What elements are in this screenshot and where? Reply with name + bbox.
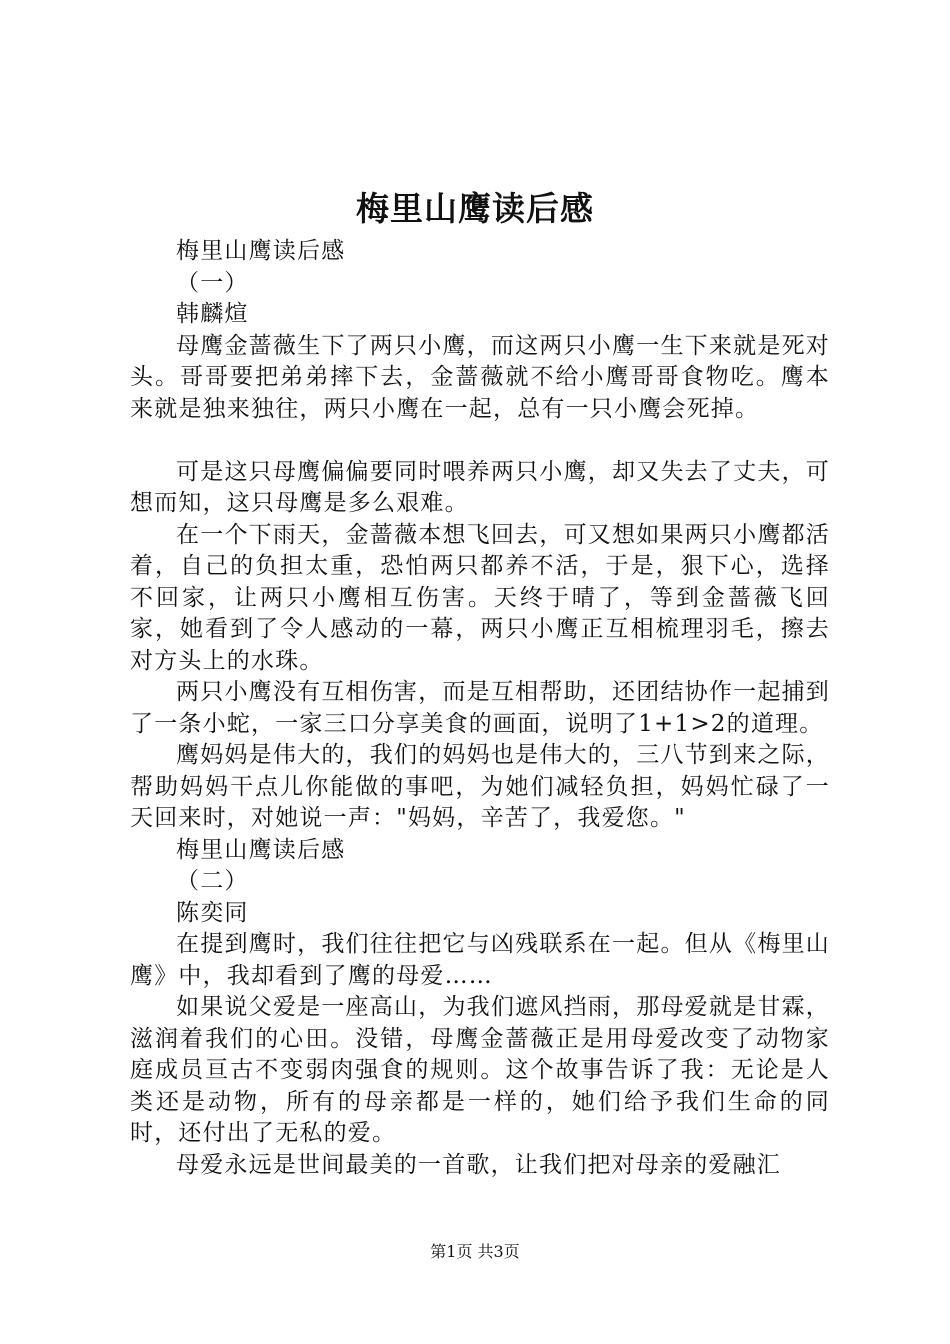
paragraph: 在一个下雨天，金蔷薇本想飞回去，可又想如果两只小鹰都活着，自己的负担太重，恐怕两只都养不活，于是，狠下心，选择不回家，让两只小鹰相互伤害。天终于晴了，等到金蔷薇飞回家，她看到了令人感动的一幕，两只小鹰正互相梳理羽毛，擦去对方头上的水珠。	[130, 521, 830, 674]
paragraph: 如果说父爱是一座高山，为我们遮风挡雨，那母爱就是甘霖，滋润着我们的心田。没错，母鹰金蔷薇正是用母爱改变了动物家庭成员亘古不变弱肉强食的规则。这个故事告诉了我：无论是人类还是动物，所有的母亲都是一样的，她们给予我们生命的同时，还付出了无私的爱。	[130, 994, 830, 1146]
paragraph: 母鹰金蔷薇生下了两只小鹰，而这两只小鹰一生下来就是死对头。哥哥要把弟弟摔下去，金蔷薇就不给小鹰哥哥食物吃。鹰本来就是独来独往，两只小鹰在一起，总有一只小鹰会死掉。	[130, 332, 830, 422]
paragraph: 可是这只母鹰偏偏要同时喂养两只小鹰，却又失去了丈夫，可想而知，这只母鹰是多么艰难。	[130, 458, 830, 516]
paragraph: 在提到鹰时，我们往往把它与凶残联系在一起。但从《梅里山鹰》中，我却看到了鹰的母爱……	[130, 931, 830, 989]
paragraph: 两只小鹰没有互相伤害，而是互相帮助，还团结协作一起捕到了一条小蛇，一家三口分享美食的画面，说明了1+1>2的道理。	[130, 679, 830, 737]
document-body	[130, 236, 830, 1181]
section-number-1: （一）	[176, 269, 249, 296]
section-number-2: （二）	[176, 868, 249, 894]
paragraph: 鹰妈妈是伟大的，我们的妈妈也是伟大的，三八节到来之际，帮助妈妈干点儿你能做的事吧，为她们减轻负担，妈妈忙碌了一天回来时，对她说一声："妈妈，辛苦了，我爱您。"	[130, 742, 830, 831]
document-title: 梅里山鹰读后感	[356, 189, 594, 228]
author-2: 陈奕同	[176, 899, 249, 926]
author-1: 韩麟煊	[176, 301, 249, 327]
section-heading-2: 梅里山鹰读后感	[176, 836, 346, 863]
page-footer: 第1页 共3页	[430, 1242, 520, 1261]
paragraph: 母爱永远是世间最美的一首歌，让我们把对母亲的爱融汇	[176, 1151, 781, 1178]
section-heading-1: 梅里山鹰读后感	[176, 238, 346, 264]
